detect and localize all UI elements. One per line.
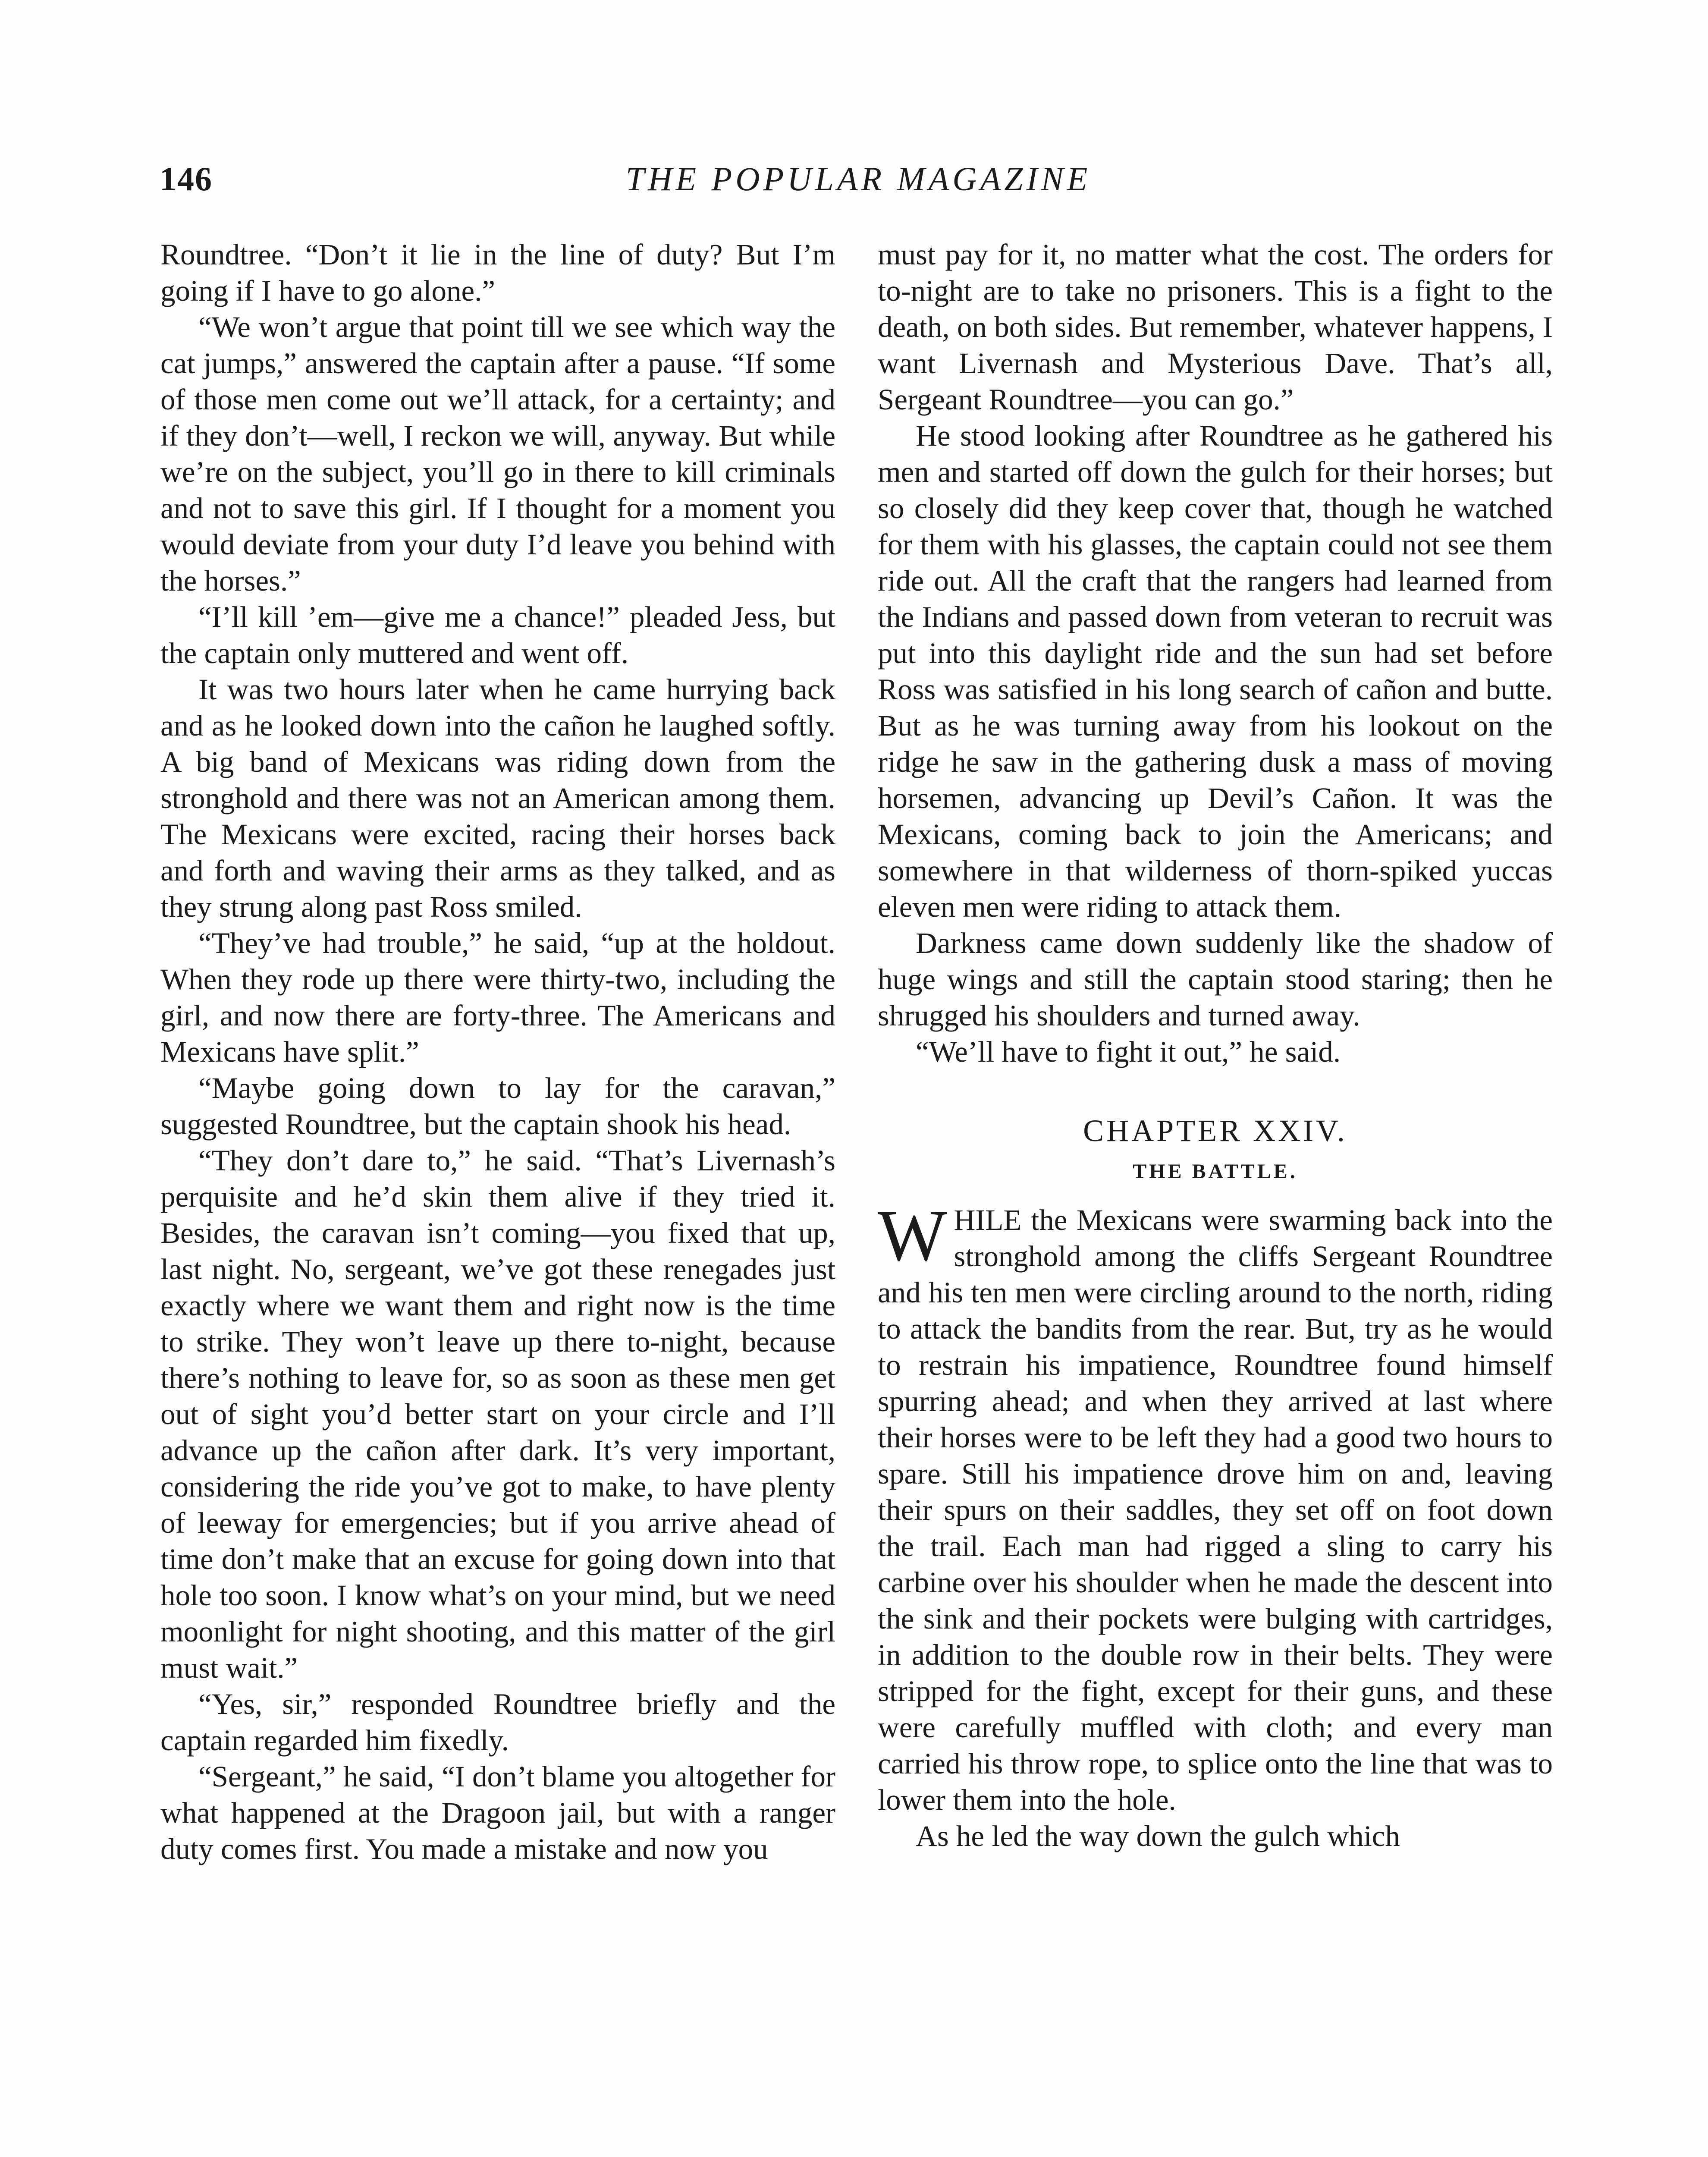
paragraph: “Sergeant,” he said, “I don’t blame you altogether for what happened at the Dragoon jail, but with a ranger duty comes first. You made a mistake and now you xyxy=(160,1760,835,1865)
paragraph: He stood looking after Roundtree as he gathered his men and started off down the gulch for their horses; but so closely did they keep cover that, though he watched for them with his glasses, the captain could not see them ride out. All the craft that the rangers had learned from the Indians and passed down from veteran to recruit was put into this daylight ride and the sun had set before Ross was satisfied in his long search of cañon and butte. But as he was turning away from his lookout on the ridge he saw in the gathering dusk a mass of moving horsemen, advancing up Devil’s Cañon. It was the Mexicans, coming back to join the Americans; and somewhere in that wilderness of thorn-spiked yuccas eleven men were riding to attack them. xyxy=(878,419,1553,923)
right-column xyxy=(878,236,1553,1854)
paragraph: “We’ll have to fight it out,” he said. xyxy=(916,1035,1341,1068)
chapter-heading: CHAPTER XXIV. xyxy=(1083,1113,1347,1148)
paragraph: “They don’t dare to,” he said. “That’s Livernash’s perquisite and he’d skin them alive if they tried it. Besides, the caravan isn’t coming—you fixed that up, last night. No, sergeant, we’ve got these renegades just exactly where we want them and right now is the time to strike. They won’t leave up there to-night, because there’s nothing to leave for, so as soon as these men get out of sight you’d better start on your circle and I’ll advance up the cañon after dark. It’s very important, considering the ride you’ve got to make, to have plenty of leeway for emergencies; but if you arrive ahead of time don’t make that an excuse for going down into that hole too soon. I know what’s on your mind, but we need moonlight for night shooting, and this matter of the girl must wait.” xyxy=(160,1144,835,1684)
paragraph: Darkness came down suddenly like the shadow of huge wings and still the captain stood staring; then he shrugged his shoulders and turned away. xyxy=(878,927,1553,1032)
paragraph: “They’ve had trouble,” he said, “up at the holdout. When they rode up there were thirty-two, including the girl, and now there are forty-three. The Americans and Mexicans have split.” xyxy=(160,927,835,1068)
paragraph: “We won’t argue that point till we see which way the cat jumps,” answered the captain after a pause. “If some of those men come out we’ll attack, for a certainty; and if they don’t—well, I reckon we will, anyway. But while we’re on the subject, you’ll go in there to kill criminals and not to save this girl. If I thought for a moment you would deviate from your duty I’d leave you behind with the horses.” xyxy=(160,311,835,597)
chapter-first-paragraph xyxy=(878,1195,1553,1818)
chapter-subtitle: THE BATTLE. xyxy=(1133,1160,1298,1183)
left-column xyxy=(160,236,835,1867)
paragraph: As he led the way down the gulch which xyxy=(916,1820,1400,1852)
paragraph: “I’ll kill ’em—give me a chance!” pleaded Jess, but the captain only muttered and went off. xyxy=(160,601,835,670)
drop-cap: W xyxy=(878,1195,947,1276)
page-header xyxy=(160,160,1557,211)
paragraph: “Maybe going down to lay for the caravan,” suggested Roundtree, but the captain shook his head. xyxy=(160,1072,835,1141)
paragraph: It was two hours later when he came hurrying back and as he looked down into the cañon he laughed softly. A big band of Mexicans was riding down from the stronghold and there was not an American among them. The Mexicans were excited, racing their horses back and forth and waving their arms as they talked, and as they strung along past Ross smiled. xyxy=(160,673,835,923)
paragraph: “Yes, sir,” responded Roundtree briefly and the captain regarded him fixedly. xyxy=(160,1688,835,1757)
paragraph: must pay for it, no matter what the cost. The orders for to-night are to take no prisoners. This is a fight to the death, on both sides. But remember, whatever happens, I want Livernash and Mysterious Dave. That’s all, Sergeant Roundtree—you can go.” xyxy=(878,238,1553,416)
running-title: THE POPULAR MAGAZINE xyxy=(625,160,1091,198)
chapter-first-paragraph-text: HILE the Mexicans were swarming back into the stronghold among the cliffs Sergeant Roundtree and his ten men were circling around to the north, riding to attack the bandits from the rear. But, try as he would to restrain his impatience, Roundtree found himself spurring ahead; and when they arrived at last where their horses were to be left they had a good two hours to spare. Still his impatience drove him on and, leaving their spurs on their saddles, they set off on foot down the trail. Each man had rigged a sling to carry his carbine over his shoulder when he made the descent into the sink and their pockets were bulging with cartridges, in addition to the double row in their belts. They were stripped for the fight, except for their guns, and these were carefully muffled with cloth; and every man carried his throw rope, to splice onto the line that was to lower them into the hole. xyxy=(878,1204,1553,1816)
page-number: 146 xyxy=(160,160,213,198)
paragraph: Roundtree. “Don’t it lie in the line of duty? But I’m going if I have to go alone.” xyxy=(160,238,835,307)
